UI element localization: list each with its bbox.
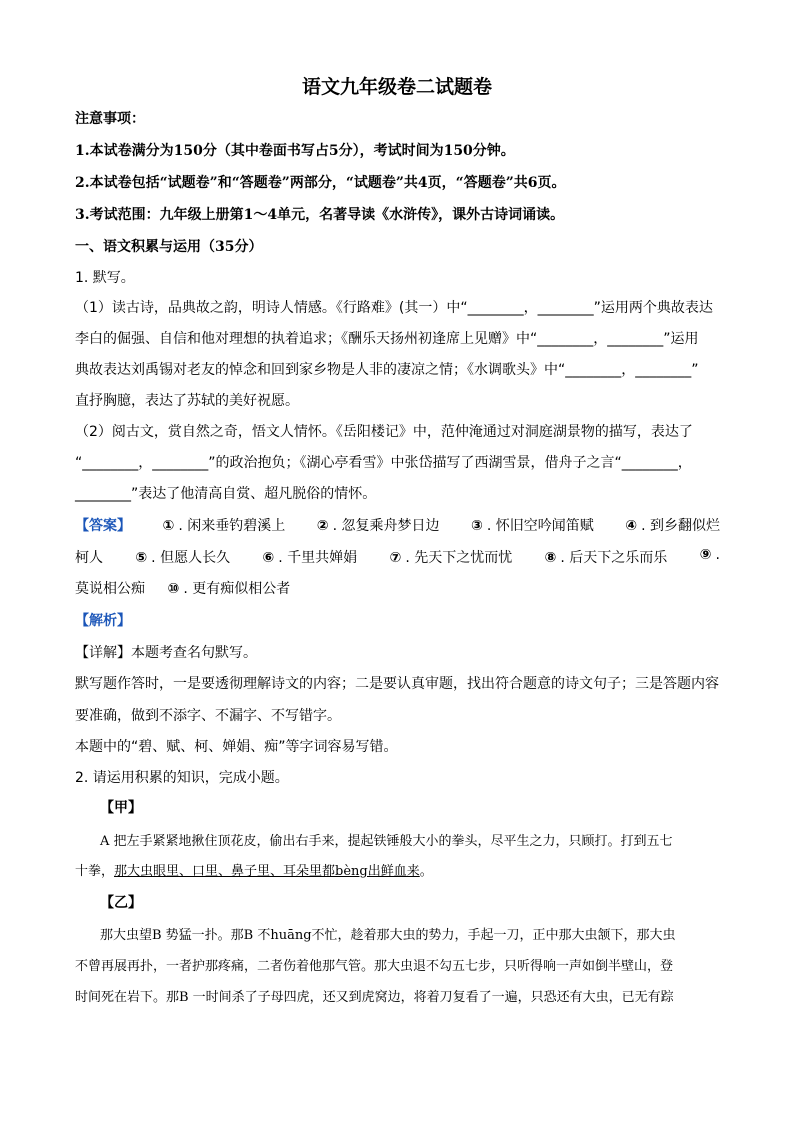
answer-item: 莫说相公痴 [75,581,145,597]
question-1-part1-line: 李白的倔强、自信和他对理想的执着追求；《酬乐天扬州初逢席上见赠》中“________，________”运用 [75,331,699,347]
section-heading: 一、语文积累与运用（35分） [75,239,263,255]
answer-item: ⑧ . 后天下之乐而乐 [544,550,668,566]
question-2-stem: 2. 请运用积累的知识，完成小题。 [75,770,289,786]
notice-item-2: 2.本试卷包括“试题卷”和“答题卷”两部分，“试题卷”共4页，“答题卷”共6页。 [75,175,566,191]
passage-yi-line: 那大虫望B 势猛一扑。那B 不huāng不忙，趁着那大虫的势力，手起一刀，正中那大虫颔下，那大虫 [100,928,676,943]
answer-row [75,515,720,535]
underlined-sentence: 那大虫眼里、口里、鼻子里、耳朵里都bèng出鲜血来 [114,864,420,879]
notice-item-1: 1.本试卷满分为150分（其中卷面书写占5分），考试时间为150分钟。 [75,143,515,159]
notice-heading: 注意事项： [75,111,145,127]
page-title: 语文九年级卷二试题卷 [301,76,492,98]
passage-yi-line: 不曾再展再扑，一者护那疼痛，二者伤着他那气管。那大虫退不勾五七步，只听得响一声如倒半壁山，登 [75,959,674,974]
passage-jia-line: 十拳，那大虫眼里、口里、鼻子里、耳朵里都bèng出鲜血来。 [75,864,433,879]
answer-label: 【答案】 [75,518,131,534]
question-1-part2-line: （2）阅古文，赏自然之奇，悟文人情怀。《岳阳楼记》中，范仲淹通过对洞庭湖景物的描写，表达了 [75,424,693,440]
passage-jia-label: 【甲】 [100,800,142,816]
question-1-part1-line: 典故表达刘禹锡对老友的悼念和回到家乡物是人非的凄凉之情；《水调歌头》中“________，________” [75,362,699,378]
answer-item: ⑥ . 千里共婵娟 [262,550,358,566]
question-1-part1-line: 直抒胸臆，表达了苏轼的美好祝愿。 [75,393,299,409]
notice-item-3: 3.考试范围：九年级上册第1～4单元，名著导读《水浒传》，课外古诗词诵读。 [75,207,565,223]
question-1-part2-line: ________”表达了他清高自赏、超凡脱俗的情怀。 [75,486,377,502]
answer-item: 柯人 [75,550,103,566]
passage-jia-line: A 把左手紧紧地揪住顶花皮，偷出右手来，提起铁锤般大小的拳头，尽平生之力，只顾打。打到五七 [100,834,673,849]
question-1-part1-line: （1）读古诗，品典故之韵，明诗人情感。《行路难》(其一）中“________，________”运用两个典故表达 [75,300,713,316]
answer-row [75,547,720,567]
analysis-label: 【解析】 [75,613,131,629]
analysis-line: 本题中的“碧、赋、柯、婵娟、痴”等字词容易写错。 [75,739,398,755]
answer-item: ⑨ . [699,547,720,563]
answer-item: ② . 忽复乘舟梦日边 [316,518,440,534]
answer-item: ⑦ . 先天下之忧而忧 [389,550,513,566]
analysis-line: 要准确，做到不添字、不漏字、不写错字。 [75,708,341,724]
analysis-line: 默写题作答时，一是要透彻理解诗文的内容；二是要认真审题，找出符合题意的诗文句子；三是答题内容 [75,676,719,692]
answer-item: ① . 闲来垂钓碧溪上 [162,518,286,534]
question-1-stem: 1. 默写。 [75,270,135,286]
answer-row [75,578,290,598]
answer-item: ③ . 怀旧空吟闻笛赋 [470,518,594,534]
passage-yi-line: 时间死在岩下。那B 一时间杀了子母四虎，还又到虎窝边，将着刀复看了一遍，只恐还有大虫，已无有踪 [75,990,674,1005]
passage-yi-label: 【乙】 [100,895,142,911]
question-1-part2-line: “________，________”的政治抱负；《湖心亭看雪》中张岱描写了西湖雪景，借舟子之言“________， [75,455,692,471]
answer-item: ⑤ . 但愿人长久 [135,550,231,566]
answer-item: ④ . 到乡翻似烂 [625,518,720,534]
detail-line: 【详解】本题考查名句默写。 [75,645,257,661]
answer-item: ⑩ . 更有痴似相公者 [167,581,291,597]
